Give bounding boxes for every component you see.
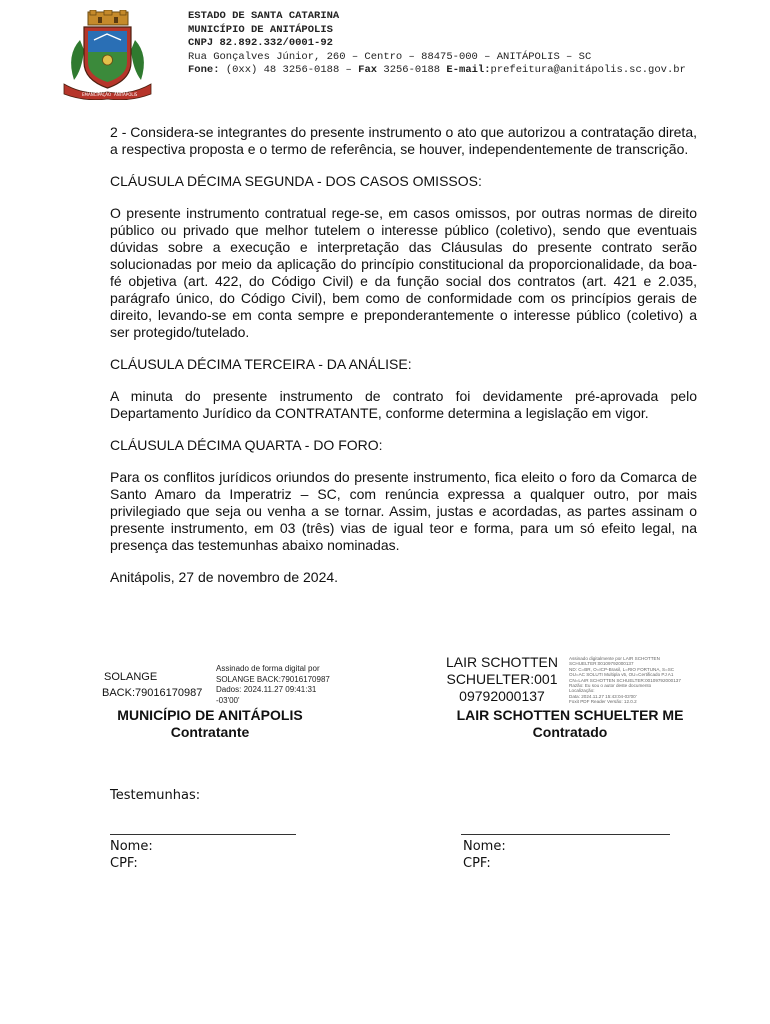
- letterhead: [188, 10, 686, 78]
- fone-label: Fone:: [188, 64, 220, 76]
- signature-b-detail: Assinado digitalmente por LAIR SCHOTTEN: [569, 656, 660, 661]
- signature-b-name-line: LAIR SCHOTTEN: [445, 654, 558, 670]
- party-contratado: [430, 707, 710, 741]
- signature-b-detail: Localização:: [569, 688, 595, 694]
- cnpj: CNPJ 82.892.332/0001-92: [188, 37, 333, 49]
- party-b-role: Contratado: [532, 724, 608, 740]
- signature-b-detail: Foxit PDF Reader Versão: 12.0.2: [569, 699, 637, 705]
- clause-13-heading: CLÁUSULA DÉCIMA TERCEIRA - DA ANÁLISE:: [110, 356, 412, 372]
- signature-b-detail: OU=AC SOLUTI Multipla v5, OU=Certificado PJ A1: [569, 672, 674, 678]
- fax-value: 3256-0188: [383, 64, 441, 76]
- signature-b-detail: SCHUELTER:00109792000137: [569, 661, 634, 667]
- email-label: E-mail:: [446, 64, 491, 76]
- email-value: prefeitura@anitápolis.sc.gov.br: [490, 64, 686, 76]
- signature-a-detail: Dados: 2024.11.27 09:41:31: [216, 685, 317, 694]
- paragraph-analise: A minuta do presente instrumento de contrato foi devidamente pré-aprovada pelo Departamento Jurídico da CONTRATANTE, conforme determina a legislação em vigor.: [110, 388, 697, 421]
- crest-banner-left: EMANCIPAÇÃO: [82, 92, 112, 97]
- contract-body: [110, 124, 697, 601]
- signature-b-name-line: SCHUELTER:001: [446, 671, 558, 687]
- paragraph-foro: Para os conflitos jurídicos oriundos do presente instrumento, fica eleito o foro da Comarca de Santo Amaro da Imperatriz – SC, com renúncia expressa a qualquer outro, por mais privilegiado que seja ou venha a se tornar. Assim, justas e acordadas, as partes assinam o presente instrumento, em 03 (três) vias de igual teor e forma, para um só efeito legal, na presença das testemunhas abaixo nominadas.: [110, 469, 697, 553]
- signature-b-name-line: 09792000137: [459, 688, 545, 704]
- signature-b-detail: CN=LAIR SCHOTTEN SCHUELTER:00109792000137: [569, 677, 681, 683]
- party-a-name: MUNICÍPIO DE ANITÁPOLIS: [117, 707, 303, 723]
- witness-2-signature-line: [461, 834, 670, 835]
- signature-b-detail: Data: 2024.11.27 15:43:04-03'00': [569, 693, 637, 699]
- paragraph-casos-omissos: O presente instrumento contratual rege-se, em casos omissos, por outras normas de direito público ou privado que melhor tutelem o interesse público (coletivo), sendo que eventuais dúvidas sobre a execução e interpretação das Cláusulas do presente contrato serão solucionadas por meio da aplicação do princípio constitucional da proporcionalidade, da boa-fé objetiva (art. 422, do Código Civil) e da função social dos contratos (art. 421 e 2.035, parágrafo único, do Código Civil), bem como de conformidade com os princípios gerais de direito, levando-se em conta sempre e preponderantemente o interesse público (coletivo) a ser protegido/tutelado.: [110, 205, 697, 340]
- signature-b-name: [436, 654, 568, 705]
- signature-a-detail: -03'00': [216, 695, 240, 705]
- signature-a-name-line1: SOLANGE: [104, 671, 158, 683]
- signature-a-detail: Assinado de forma digital por: [216, 664, 320, 673]
- witness-2-cpf-label: CPF:: [463, 856, 491, 871]
- clause-12-heading: CLÁUSULA DÉCIMA SEGUNDA - DOS CASOS OMISSOS:: [110, 173, 482, 189]
- signature-a-details: [216, 664, 336, 706]
- signature-a-detail: SOLANGE BACK:79016170987: [216, 674, 330, 684]
- municipal-crest: [60, 10, 155, 100]
- municipality-name: MUNICÍPIO DE ANITÁPOLIS: [188, 23, 333, 36]
- witness-1-nome-label: Nome:: [110, 839, 153, 854]
- witness-1-signature-line: [110, 834, 296, 835]
- signing-date: Anitápolis, 27 de novembro de 2024.: [110, 569, 339, 585]
- witness-2: [463, 838, 506, 872]
- signature-b-details: [569, 656, 699, 705]
- contact-line: [188, 64, 686, 78]
- state-name: ESTADO DE SANTA CATARINA: [188, 10, 340, 22]
- paragraph-integrantes: 2 - Considera-se integrantes do presente instrumento o ato que autorizou a contratação direta, a respectiva proposta e o termo de referência, se houver, independentemente de transcrição.: [110, 124, 697, 157]
- witness-1: [110, 838, 153, 872]
- crest-icon: [60, 10, 155, 100]
- address: Rua Gonçalves Júnior, 260 – Centro – 88475-000 – ANITÁPOLIS – SC: [188, 50, 592, 63]
- fax-label: Fax: [358, 64, 378, 76]
- party-a-role: Contratante: [170, 724, 250, 740]
- witnesses-label: Testemunhas:: [110, 788, 201, 803]
- witness-2-nome-label: Nome:: [463, 839, 506, 854]
- clause-14-heading: CLÁUSULA DÉCIMA QUARTA - DO FORO:: [110, 437, 383, 453]
- signature-a-name: [102, 669, 214, 701]
- fone-value: (0xx) 48 3256-0188 –: [225, 64, 352, 76]
- party-b-name: LAIR SCHOTTEN SCHUELTER ME: [456, 707, 684, 723]
- party-contratante: [100, 707, 350, 741]
- signature-b-detail: Razão: Eu sou o autor deste documento: [569, 683, 652, 689]
- crest-banner-right: ANITÁPOLIS: [114, 92, 138, 97]
- witness-1-cpf-label: CPF:: [110, 856, 138, 871]
- signature-b-detail: ND: C=BR, O=ICP-Brasil, L=RIO FORTUNA, S=SC: [569, 666, 675, 672]
- signature-a-name-line2: BACK:79016170987: [102, 687, 203, 699]
